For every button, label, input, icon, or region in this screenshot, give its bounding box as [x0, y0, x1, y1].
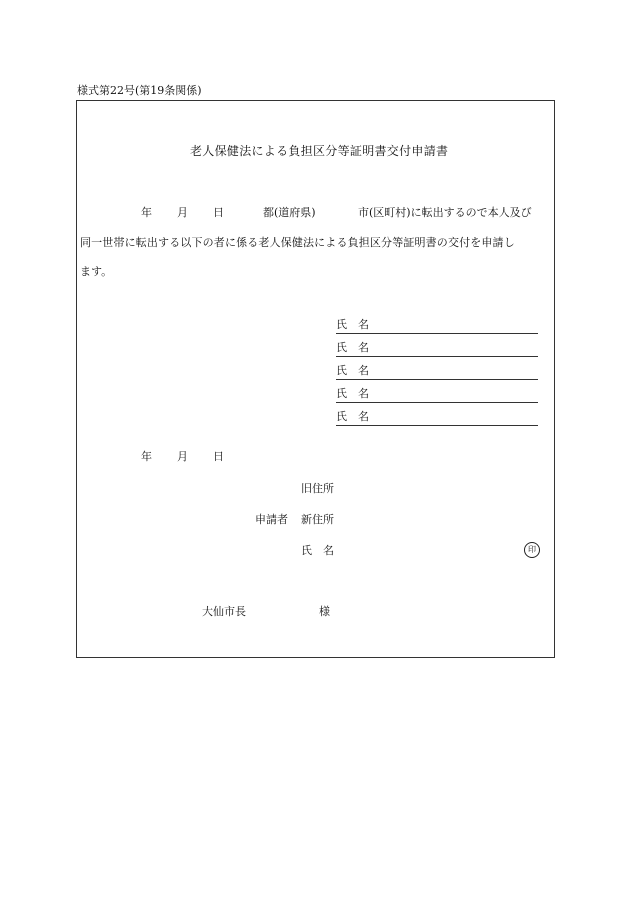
- name-line-3[interactable]: [336, 364, 538, 380]
- new-address-label: 新住所: [301, 513, 334, 526]
- applicant-name-label: 氏 名: [301, 544, 334, 557]
- document-title: 老人保健法による負担区分等証明書交付申請書: [190, 144, 449, 158]
- body-prefecture: 都(道府県): [263, 206, 316, 219]
- body-line-2: 同一世帯に転出する以下の者に係る老人保健法による負担区分等証明書の交付を申請し: [80, 236, 515, 249]
- mayor-label: 大仙市長: [202, 605, 246, 618]
- name-label: 氏 名: [336, 341, 369, 354]
- name-label: 氏 名: [336, 318, 369, 331]
- body-city-text: 市(区町村)に転出するので本人及び: [358, 206, 532, 219]
- applicant-label: 申請者: [255, 513, 288, 526]
- name-line-2[interactable]: [336, 341, 538, 357]
- body-line-3: ます。: [80, 265, 113, 278]
- date-day: 日: [213, 450, 224, 463]
- body-day: 日: [213, 206, 224, 219]
- name-line-4[interactable]: [336, 387, 538, 403]
- name-line-1[interactable]: [336, 318, 538, 334]
- form-number-label: 様式第22号(第19条関係): [77, 84, 202, 97]
- date-year: 年: [141, 450, 152, 463]
- old-address-label: 旧住所: [301, 482, 334, 495]
- body-month: 月: [177, 206, 188, 219]
- seal-icon: 印: [524, 542, 540, 558]
- body-year: 年: [141, 206, 152, 219]
- name-label: 氏 名: [336, 410, 369, 423]
- honorific-sama: 様: [319, 605, 330, 618]
- name-line-5[interactable]: [336, 410, 538, 426]
- name-label: 氏 名: [336, 387, 369, 400]
- name-label: 氏 名: [336, 364, 369, 377]
- date-month: 月: [177, 450, 188, 463]
